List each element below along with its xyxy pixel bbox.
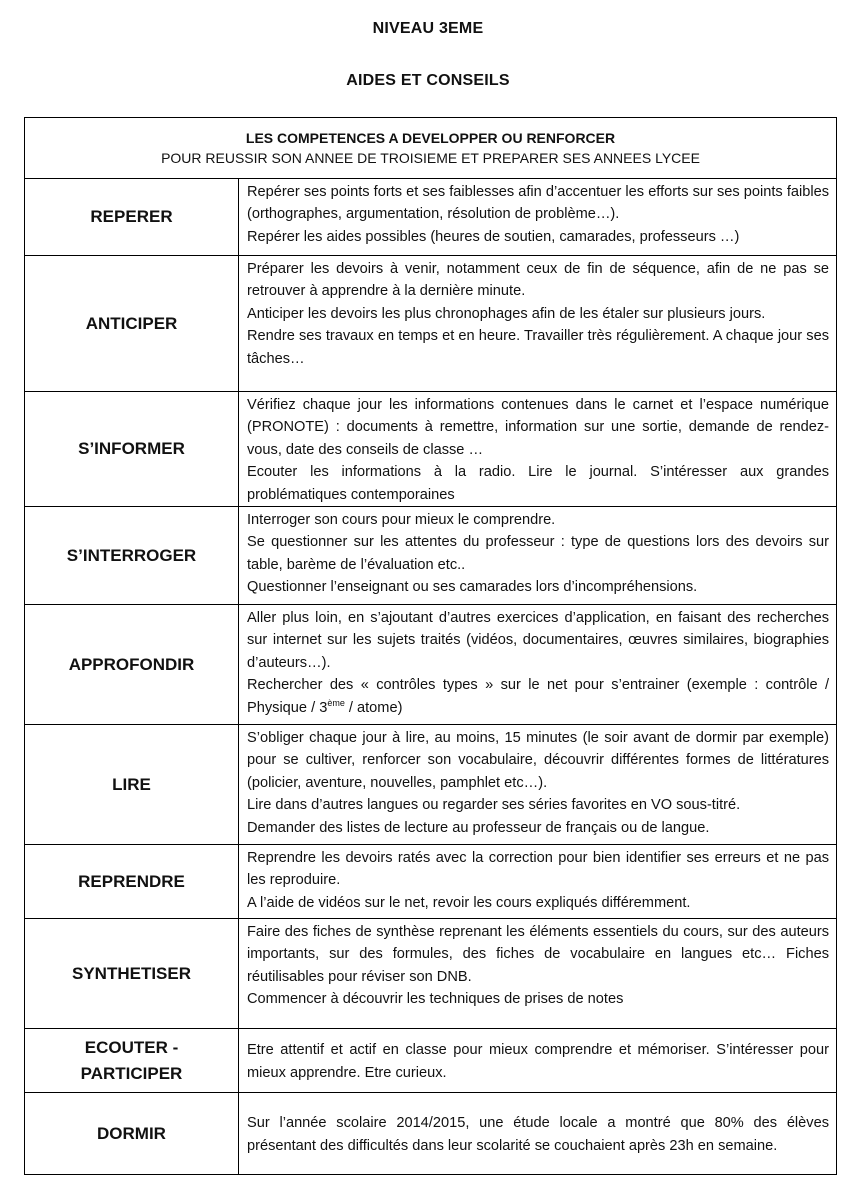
page-subtitle: AIDES ET CONSEILS xyxy=(346,72,510,89)
row-text xyxy=(239,507,837,605)
row-text-line: Aller plus loin, en s’ajoutant d’autres exercices d’application, en faisant des recherches sur internet sur les sujets traités (vidéos, documentaires, œuvres similaires, biographies d’auteurs…). xyxy=(247,610,830,671)
table-row xyxy=(25,507,837,605)
table-row xyxy=(25,256,837,392)
table-row xyxy=(25,392,837,507)
row-text-line: Repérer les aides possibles (heures de soutien, camarades, professeurs …) xyxy=(247,228,740,245)
row-text xyxy=(239,179,837,256)
row-text-fragment: / atome) xyxy=(344,699,403,716)
row-text-line: Rendre ses travaux en temps et en heure. Travailler très régulièrement. A chaque jour ses tâches… xyxy=(247,328,830,367)
row-text xyxy=(239,605,837,725)
skills-table xyxy=(24,117,837,1175)
superscript-text: ème xyxy=(327,697,345,708)
table-row xyxy=(25,725,837,845)
table-header-row xyxy=(25,118,837,179)
row-label: REPERER xyxy=(25,179,239,256)
row-text xyxy=(239,919,837,1029)
row-text-line: Lire dans d’autres langues ou regarder ses séries favorites en VO sous-titré. xyxy=(247,797,741,814)
row-label: DORMIR xyxy=(25,1093,239,1175)
row-text-line xyxy=(247,674,829,719)
table-row xyxy=(25,919,837,1029)
row-text-line: Questionner l’enseignant ou ses camarades lors d’incompréhensions. xyxy=(247,579,698,596)
row-text-line: Préparer les devoirs à venir, notamment ceux de fin de séquence, afin de ne pas se retrouver à apprendre à la dernière minute. xyxy=(247,261,830,300)
row-text xyxy=(239,845,837,919)
row-text-line: Repérer ses points forts et ses faiblesses afin d’accentuer les efforts sur ses points faibles (orthographes, argumentation, résolution de problème…). xyxy=(247,184,830,223)
row-text-line: Anticiper les devoirs les plus chronophages afin de les étaler sur plusieurs jours. xyxy=(247,305,766,322)
row-text-line: Faire des fiches de synthèse reprenant les éléments essentiels du cours, sur des auteurs importants, sur des formules, des fiches de vocabulaire en langues etc… Fiches réutilisables pour réviser son DNB. xyxy=(247,924,830,985)
row-text-line: Demander des listes de lecture au professeur de français ou de langue. xyxy=(247,819,710,836)
table-row xyxy=(25,1093,837,1175)
table-row xyxy=(25,605,837,725)
row-text-line: A l’aide de vidéos sur le net, revoir les cours expliqués différemment. xyxy=(247,894,691,911)
row-label: SYNTHETISER xyxy=(25,919,239,1029)
page-title: NIVEAU 3EME xyxy=(372,20,484,37)
table-row xyxy=(25,1029,837,1093)
table-header-subtitle: POUR REUSSIR SON ANNEE DE TROISIEME ET PREPARER SES ANNEES LYCEE xyxy=(161,150,700,166)
row-text xyxy=(239,392,837,507)
row-label: S’INFORMER xyxy=(25,392,239,507)
row-label: REPRENDRE xyxy=(25,845,239,919)
row-text-fragment: Rechercher des « contrôles types » sur le net pour s’entrainer (exemple : contrôle / Physique / 3 xyxy=(247,677,830,716)
row-text-line: Sur l’année scolaire 2014/2015, une étude locale a montré que 80% des élèves présentant des difficultés dans leur scolarité se couchaient après 23h en semaine. xyxy=(247,1115,830,1154)
row-text-line: Reprendre les devoirs ratés avec la correction pour bien identifier ses erreurs et ne pas les reproduire. xyxy=(247,850,830,889)
row-text xyxy=(239,1029,837,1093)
row-text-line: Interroger son cours pour mieux le comprendre. xyxy=(247,512,556,529)
row-label-line: ECOUTER - xyxy=(84,1037,179,1057)
table-header-title: LES COMPETENCES A DEVELOPPER OU RENFORCER xyxy=(245,130,616,146)
row-text xyxy=(239,1093,837,1175)
row-text-line: S’obliger chaque jour à lire, au moins, 15 minutes (le soir avant de dormir par exemple) pour se cultiver, renforcer son vocabulaire, découvrir différentes formes de littératures (policier, aventure, nouvelles, pamphlet etc…). xyxy=(247,730,830,791)
table-header-cell xyxy=(25,118,837,179)
row-text xyxy=(239,256,837,392)
row-text-line: Ecouter les informations à la radio. Lire le journal. S’intéresser aux grandes problématiques contemporaines xyxy=(247,464,830,503)
table-row xyxy=(25,845,837,919)
row-label-line: PARTICIPER xyxy=(80,1063,183,1083)
row-text-line: Vérifiez chaque jour les informations contenues dans le carnet et l’espace numérique (PRONOTE) : documents à remettre, information sur une sortie, demande de rendez-vous, date des conseils de classe … xyxy=(247,397,830,458)
row-text xyxy=(239,725,837,845)
row-label: ANTICIPER xyxy=(25,256,239,392)
row-label: S’INTERROGER xyxy=(25,507,239,605)
row-label: LIRE xyxy=(25,725,239,845)
row-label: APPROFONDIR xyxy=(25,605,239,725)
row-text-line: Etre attentif et actif en classe pour mieux comprendre et mémoriser. S’intéresser pour mieux apprendre. Etre curieux. xyxy=(247,1042,830,1081)
row-text-line: Commencer à découvrir les techniques de prises de notes xyxy=(247,991,624,1008)
row-label xyxy=(25,1029,239,1093)
table-row xyxy=(25,179,837,256)
row-text-line: Se questionner sur les attentes du professeur : type de questions lors des devoirs sur table, barème de l’évaluation etc.. xyxy=(247,534,830,573)
